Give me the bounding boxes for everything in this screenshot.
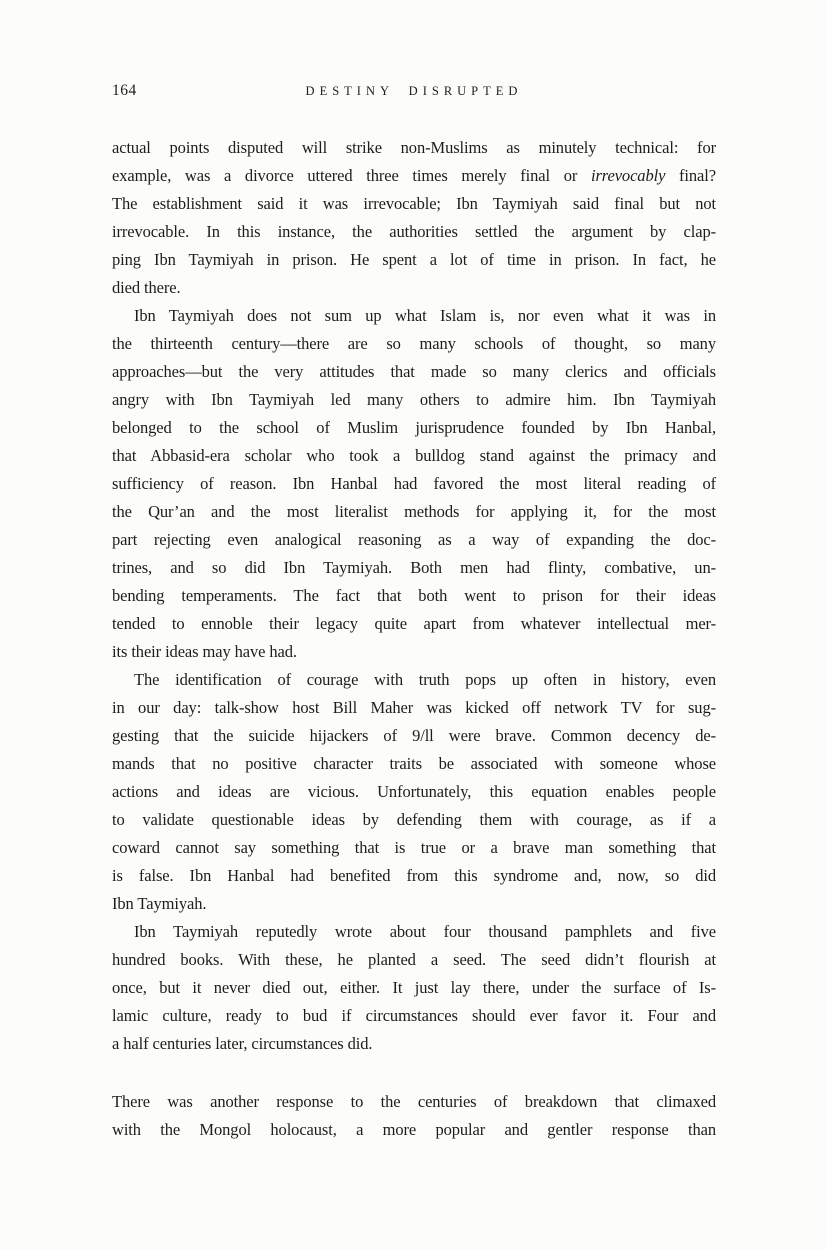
text-line: the Qur’an and the most literalist methods for applying it, for the most [112,502,716,521]
paragraph [112,1088,716,1144]
emphasis-word: irrevocably [590,166,666,185]
text-line: irrevocable. In this instance, the authorities settled the argument by clap- [112,222,716,241]
text-line: with the Mongol holocaust, a more popular and gentler response than [112,1120,716,1139]
running-head: DESTINY DISRUPTED [305,84,523,98]
text-line: is false. Ibn Hanbal had benefited from this syndrome and, now, so did [112,866,716,885]
text-line: sufficiency of reason. Ibn Hanbal had favored the most literal reading of [112,474,716,493]
text-line: the thirteenth century—there are so many schools of thought, so many [112,334,716,353]
text-line: its their ideas may have had. [112,642,297,661]
text-column [112,82,716,1144]
text-line [112,162,716,190]
text-line: in our day: talk-show host Bill Maher was kicked off network TV for sug- [112,698,716,717]
text-line: approaches—but the very attitudes that made so many clerics and officials [112,362,716,381]
text-line: actions and ideas are vicious. Unfortunately, this equation enables people [112,782,716,801]
paragraph [112,302,716,666]
text-line: trines, and so did Ibn Taymiyah. Both men had flinty, combative, un- [112,558,716,577]
text-line: The identification of courage with truth pops up often in history, even [134,670,716,689]
page-header [112,82,716,98]
text-line: belonged to the school of Muslim jurisprudence founded by Ibn Hanbal, [112,418,716,437]
text-line: There was another response to the centuries of breakdown that climaxed [112,1092,716,1111]
text-line: hundred books. With these, he planted a seed. The seed didn’t flourish at [112,950,716,969]
text-line: once, but it never died out, either. It just lay there, under the surface of Is- [112,978,716,997]
text-line: tended to ennoble their legacy quite apart from whatever intellectual mer- [112,614,716,633]
text-line: actual points disputed will strike non-Muslims as minutely technical: for [112,138,716,157]
paragraph [112,918,716,1058]
text-line: ping Ibn Taymiyah in prison. He spent a lot of time in prison. In fact, he [112,250,716,269]
text-line: to validate questionable ideas by defending them with courage, as if a [112,810,716,829]
text-segment: final? [665,166,716,185]
text-line: died there. [112,278,181,297]
text-line: Ibn Taymiyah does not sum up what Islam is, nor even what it was in [134,306,716,325]
text-line: mands that no positive character traits be associated with someone whose [112,754,716,773]
text-line: The establishment said it was irrevocable; Ibn Taymiyah said final but not [112,194,716,213]
paragraph [112,134,716,302]
text-segment: example, was a divorce uttered three times merely final or [112,166,591,185]
text-line: part rejecting even analogical reasoning as a way of expanding the doc- [112,530,716,549]
text-line: Ibn Taymiyah reputedly wrote about four thousand pamphlets and five [134,922,716,941]
text-line: lamic culture, ready to bud if circumstances should ever favor it. Four and [112,1006,716,1025]
paragraph [112,666,716,918]
text-line: Ibn Taymiyah. [112,894,207,913]
page-number: 164 [112,82,137,99]
text-line: coward cannot say something that is true or a brave man something that [112,838,716,857]
text-line: gesting that the suicide hijackers of 9/ll were brave. Common decency de- [112,726,716,745]
text-line: angry with Ibn Taymiyah led many others to admire him. Ibn Taymiyah [112,390,716,409]
body-text [112,134,716,1144]
text-line: a half centuries later, circumstances did. [112,1034,373,1053]
text-line: bending temperaments. The fact that both went to prison for their ideas [112,586,716,605]
text-line: that Abbasid-era scholar who took a bulldog stand against the primacy and [112,446,716,465]
